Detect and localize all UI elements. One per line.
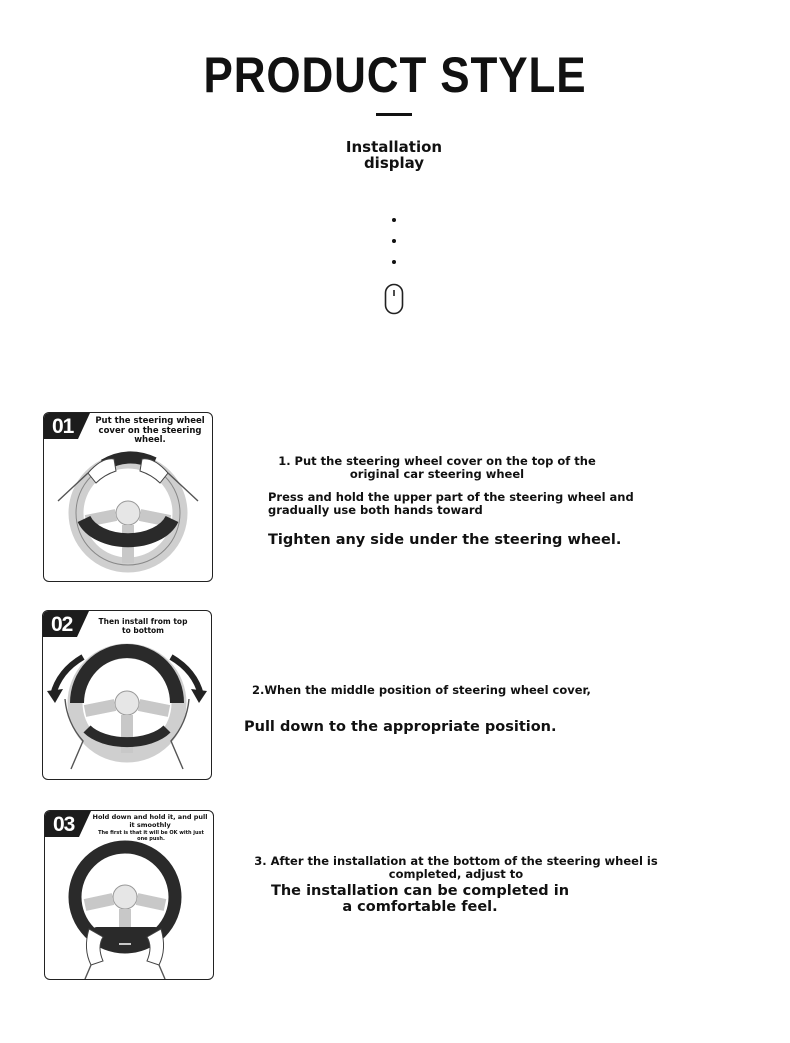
step-caption: Put the steering wheel cover on the steering wheel. bbox=[95, 416, 205, 445]
scroll-dot bbox=[392, 239, 396, 243]
step-3-illustration-card bbox=[44, 810, 214, 980]
step-number: 02 bbox=[51, 613, 73, 636]
step-caption: Hold down and hold it, and pull it smoothly bbox=[92, 813, 208, 829]
step-1-detail: Press and hold the upper part of the steering wheel and gradually use both hands toward bbox=[268, 490, 634, 517]
step-1-emphasis: Tighten any side under the steering wheel. bbox=[268, 532, 622, 548]
step-number: 03 bbox=[53, 813, 75, 836]
step-number: 01 bbox=[52, 415, 74, 438]
step-1-illustration-card bbox=[43, 412, 213, 582]
title-divider bbox=[376, 113, 412, 116]
step-2-emphasis: Pull down to the appropriate position. bbox=[244, 719, 557, 735]
scroll-dot bbox=[392, 218, 396, 222]
step-3-emphasis: The installation can be completed in a comfortable feel. bbox=[270, 883, 570, 915]
step-1-heading: 1. Put the steering wheel cover on the top of the original car steering wheel bbox=[278, 454, 596, 481]
step-caption-note: The first is that it will be OK with just one push. bbox=[98, 830, 204, 842]
steering-wheel-icon bbox=[43, 611, 211, 779]
step-caption: Then install from top to bottom bbox=[98, 617, 188, 635]
steering-wheel-icon bbox=[44, 413, 212, 581]
step-2-heading: 2.When the middle position of steering wheel cover, bbox=[252, 683, 591, 697]
section-subtitle: Installation display bbox=[345, 138, 443, 172]
steering-wheel-icon bbox=[45, 811, 213, 979]
step-3-heading: 3. After the installation at the bottom of the steering wheel is completed, adjust to bbox=[254, 854, 658, 881]
scroll-dot bbox=[392, 260, 396, 264]
step-2-illustration-card bbox=[42, 610, 212, 780]
page-title: PRODUCT STYLE bbox=[203, 47, 587, 103]
mouse-scroll-icon bbox=[384, 283, 404, 315]
